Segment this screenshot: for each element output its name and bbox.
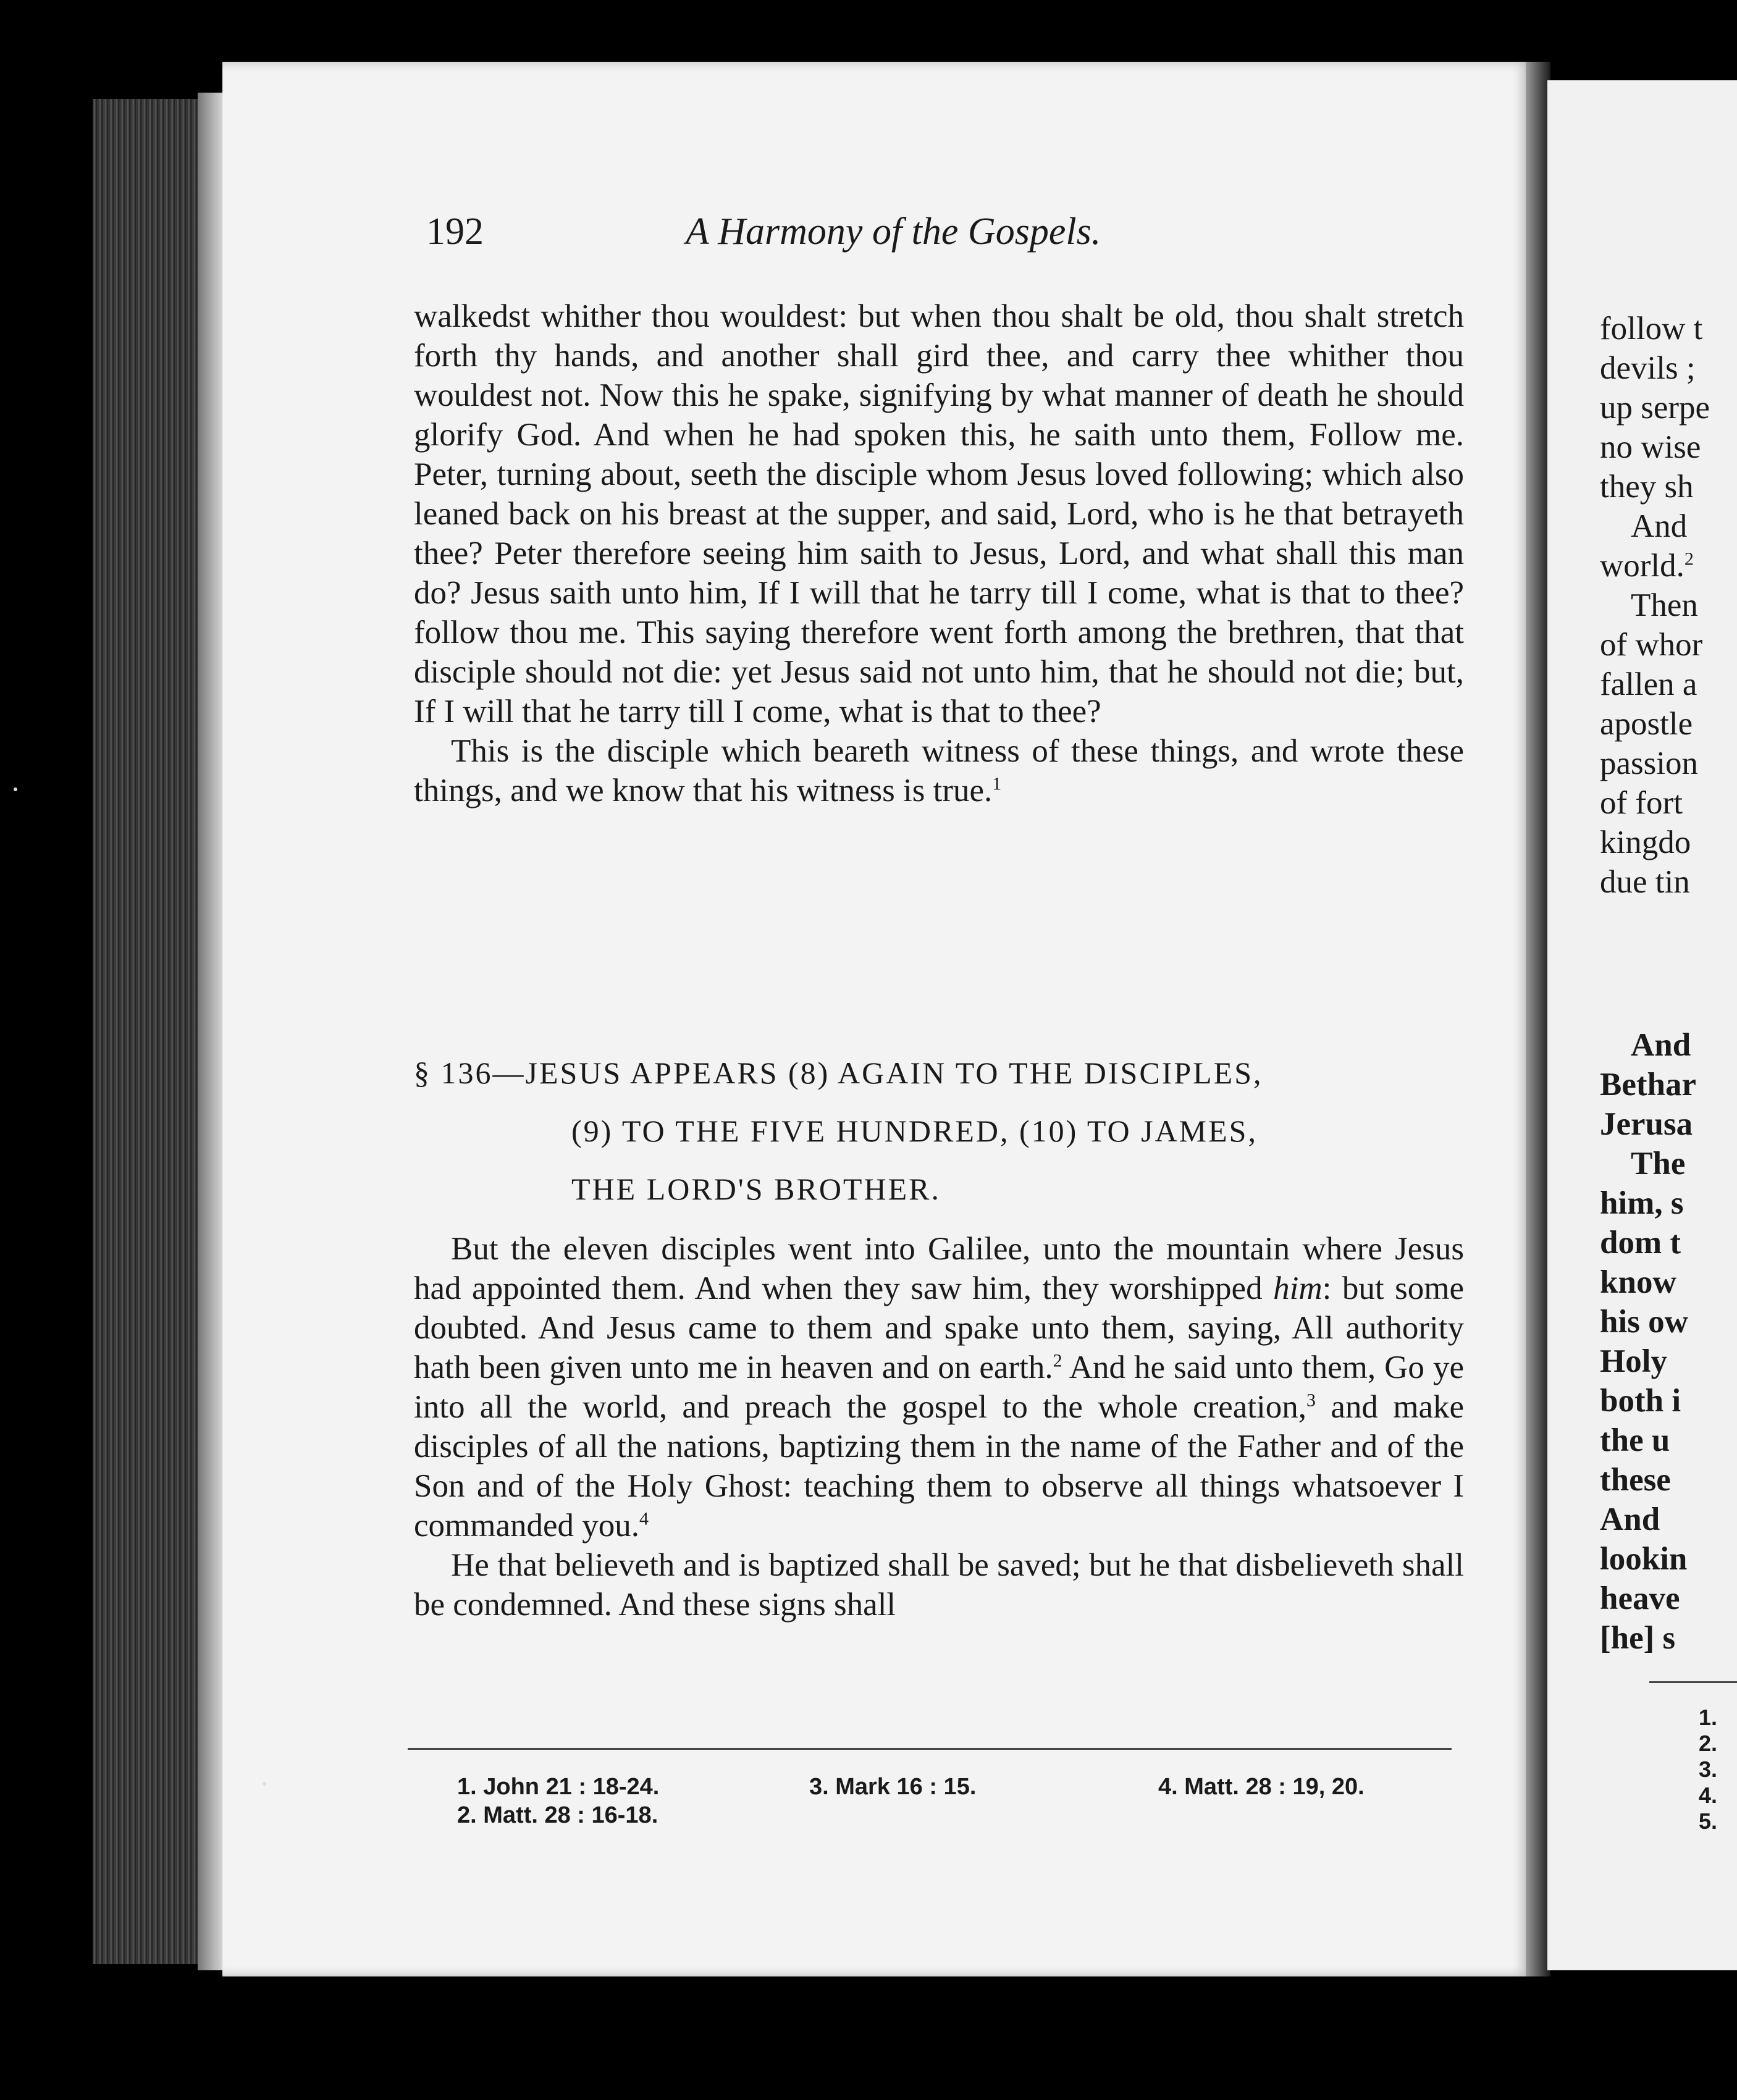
section-heading-line-one: § 136—JESUS APPEARS (8) AGAIN TO THE DISCIPLES, bbox=[414, 1056, 1263, 1090]
right-page-upper-text bbox=[1600, 309, 1737, 902]
right-line: Jerusa bbox=[1600, 1106, 1693, 1142]
right-footnote-divider bbox=[1649, 1681, 1737, 1683]
footnotes-column-two bbox=[809, 1773, 976, 1801]
passage-one-paragraph-two bbox=[414, 731, 1464, 810]
right-line: up serpe bbox=[1600, 390, 1710, 426]
passage-one bbox=[414, 296, 1464, 810]
page-number: 192 bbox=[426, 211, 484, 253]
footnote-4: 4. Matt. 28 : 19, 20. bbox=[1158, 1774, 1365, 1800]
footnote-3: 3. Mark 16 : 15. bbox=[809, 1774, 977, 1800]
right-line: dom t bbox=[1600, 1225, 1681, 1261]
right-line: Then bbox=[1631, 587, 1698, 623]
right-line: him, s bbox=[1600, 1185, 1684, 1221]
footnote-2: 2. Matt. 28 : 16-18. bbox=[457, 1802, 658, 1828]
paragraph-two-text: This is the disciple which beareth witness of these things, and wrote these things, and we know that his witness is true. bbox=[414, 733, 1464, 808]
right-page-footnotes bbox=[1699, 1705, 1717, 1834]
right-footnote-number: 3. bbox=[1699, 1757, 1718, 1782]
footnote-divider bbox=[408, 1748, 1452, 1750]
scan-speck bbox=[14, 788, 17, 791]
right-line: [he] s bbox=[1600, 1620, 1676, 1656]
book-gutter bbox=[1526, 62, 1550, 1976]
right-line: Holy bbox=[1600, 1343, 1667, 1379]
right-line: devils ; bbox=[1600, 350, 1696, 386]
right-page-lower-text bbox=[1600, 1025, 1737, 1658]
right-line: no wise bbox=[1600, 429, 1701, 465]
right-line: of fort bbox=[1600, 785, 1683, 821]
section-heading bbox=[414, 1044, 1464, 1218]
footnote-marker: 2 bbox=[1053, 1350, 1062, 1371]
footnotes-column-three bbox=[1158, 1773, 1365, 1801]
running-title: A Harmony of the Gospels. bbox=[686, 211, 1101, 253]
passage-two-paragraph-one bbox=[414, 1229, 1464, 1545]
right-line: fallen a bbox=[1600, 666, 1697, 702]
right-footnote-number: 1. bbox=[1699, 1705, 1718, 1730]
section-heading-line-three: THE LORD'S BROTHER. bbox=[571, 1172, 941, 1206]
right-line: lookin bbox=[1600, 1541, 1688, 1577]
right-footnote-number: 5. bbox=[1699, 1808, 1718, 1834]
passage-one-paragraph-one: walkedst whither thou wouldest: but when thou shalt be old, thou shalt stretch forth thy hands, and another shall gird thee, and carry thee whither thou wouldest not. Now this he spake, signifying by what manner of death he should glorify God. And when he had spoken this, he saith unto them, Follow me. Peter, turning about, seeth the disciple whom Jesus loved following; which also leaned back on his breast at the supper, and said, Lord, who is he that betrayeth thee? Peter therefore seeing him saith to Jesus, Lord, and what shall this man do? Jesus saith unto him, If I will that he tarry till I come, what is that to thee? follow thou me. This saying therefore went forth among the brethren, that that disciple should not die: yet Jesus said not unto him, that he should not die; but, If I will that he tarry till I come, what is that to thee? bbox=[414, 298, 1464, 729]
right-footnote-number: 4. bbox=[1699, 1783, 1718, 1808]
right-line: know bbox=[1600, 1264, 1676, 1300]
right-line: And bbox=[1631, 508, 1688, 544]
passage-two bbox=[414, 1229, 1464, 1624]
right-line: apostle bbox=[1600, 706, 1693, 742]
p1-text-b: : but some doubted. And Jesus came to them and spake unto them, saying, All authority hath been given unto me in heaven and on earth. bbox=[414, 1270, 1464, 1385]
right-line: of whor bbox=[1600, 627, 1703, 663]
passage-two-paragraph-two: He that believeth and is baptized shall be saved; but he that disbelieveth shall be condemned. And these signs shall bbox=[414, 1547, 1464, 1623]
p1-italic: him bbox=[1273, 1270, 1323, 1306]
footnote-1: 1. John 21 : 18-24. bbox=[457, 1774, 660, 1800]
right-line: due tin bbox=[1600, 864, 1690, 900]
p1-text-a: But the eleven disciples went into Galilee, unto the mountain where Jesus had appointed them. And when they saw him, they worshipped bbox=[414, 1231, 1464, 1306]
right-line: And bbox=[1631, 1027, 1691, 1063]
right-line: his ow bbox=[1600, 1304, 1688, 1340]
right-line: they sh bbox=[1600, 469, 1694, 505]
scan-speck bbox=[263, 1782, 266, 1786]
p1-text-d: and make disciples of all the nations, baptizing them in the name of the Father and of the Son and of the Holy Ghost: teaching them to observe all things whatsoever I commanded you. bbox=[414, 1389, 1464, 1544]
right-line: passion bbox=[1600, 746, 1698, 781]
footnote-marker: 1 bbox=[992, 773, 1002, 794]
right-line: kingdo bbox=[1600, 825, 1691, 860]
running-head bbox=[426, 210, 1229, 266]
p1-text-c: And he said unto them, Go ye into all the world, and preach the gospel to the whole creation, bbox=[414, 1350, 1465, 1425]
right-line: Bethar bbox=[1600, 1067, 1697, 1102]
section-heading-line-two: (9) TO THE FIVE HUNDRED, (10) TO JAMES, bbox=[571, 1114, 1258, 1148]
footnote-marker: 4 bbox=[639, 1508, 649, 1529]
footnotes-column-one bbox=[457, 1773, 659, 1829]
footnote-marker: 3 bbox=[1306, 1390, 1316, 1411]
right-line: follow t bbox=[1600, 311, 1703, 346]
right-line: these bbox=[1600, 1462, 1671, 1498]
right-line: world.$^2$ bbox=[1600, 548, 1694, 584]
right-footnote-number: 2. bbox=[1699, 1731, 1718, 1756]
right-line: And bbox=[1600, 1502, 1660, 1537]
right-line: The bbox=[1631, 1146, 1686, 1182]
right-line: heave bbox=[1600, 1581, 1680, 1616]
right-line: the u bbox=[1600, 1422, 1670, 1458]
right-line: both i bbox=[1600, 1383, 1681, 1419]
